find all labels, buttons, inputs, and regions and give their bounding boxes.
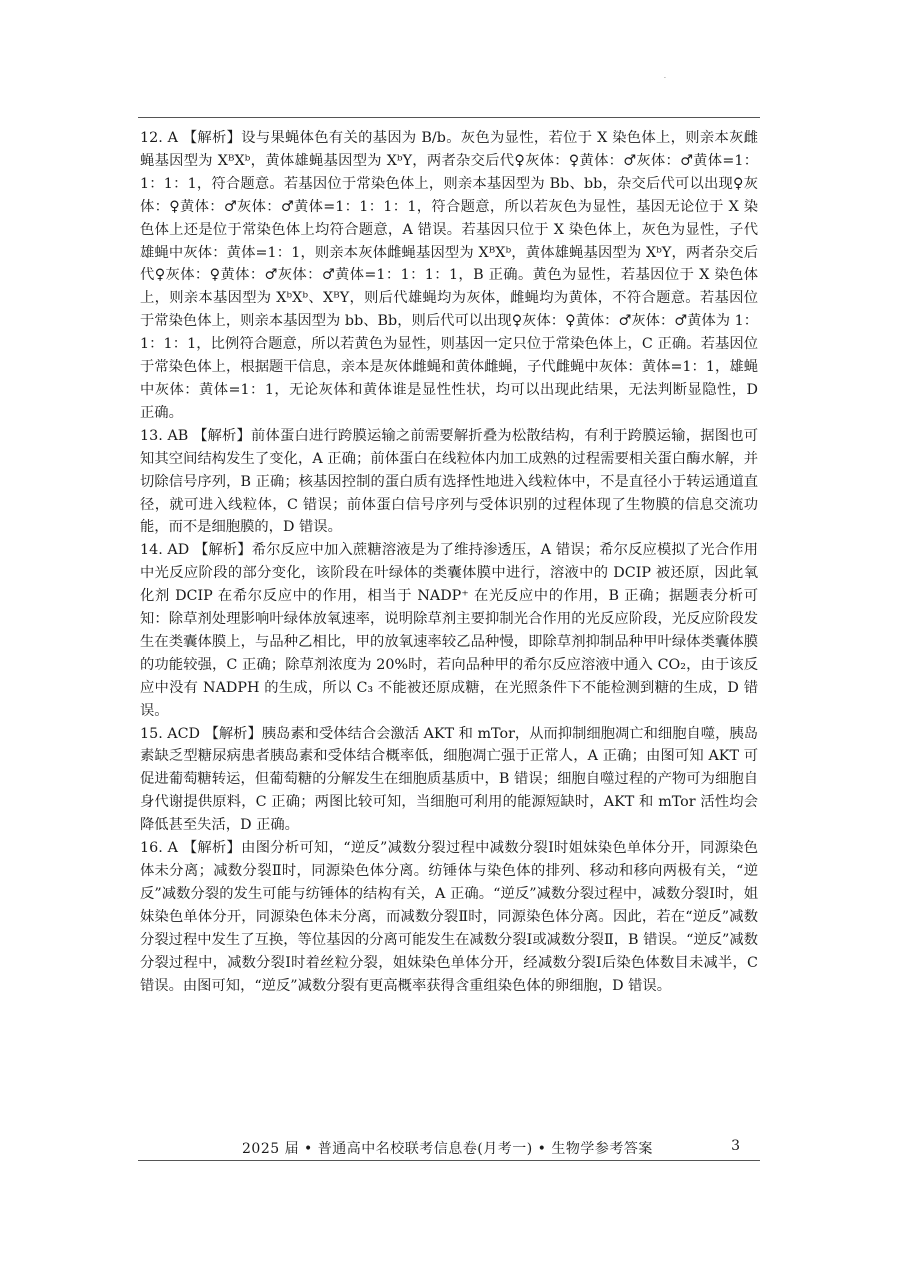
answer-item-16 [140,837,758,997]
question-number: 12. A [140,130,178,146]
answer-explanation: 【解析】胰岛素和受体结合会激活 AKT 和 mTor，从而抑制细胞凋亡和细胞自噬，胰岛素缺乏型糖尿病患者胰岛素和受体结合概率低，细胞凋亡强于正常人，A 正确；由图可知 AKT 可促进葡萄糖转运，但葡萄糖的分解发生在细胞质基质中，B 错误；细胞自噬过程的产物可为细胞自身代谢提供原料，C 正确；两图比较可知，当细胞可利用的能源短缺时，AKT 和 mTor 活性均会降低甚至失活，D 正确。 [140,725,758,834]
answer-item-15 [140,723,758,838]
header-rule [138,117,760,118]
page-number: 3 [731,1138,740,1154]
question-number: 14. AD [140,542,190,559]
answer-content [140,127,758,997]
answer-item-14 [140,539,758,722]
footer-title: 2025 届 • 普通高中名校联考信息卷(月考一) • 生物学参考答案 [242,1141,653,1157]
answer-explanation: 【解析】前体蛋白进行跨膜运输之前需要解折叠为松散结构，有利于跨膜运输，据图也可知其空间结构发生了变化，A 正确；前体蛋白在线粒体内加工成熟的过程需要相关蛋白酶水解，并切除信号序列，B 正确；核基因控制的蛋白质有选择性地进入线粒体中，不是直径小于转运通道直径，就可进入线粒体，C 错误；前体蛋白信号序列与受体识别的过程体现了生物膜的信息交流功能，而不是细胞膜的，D 错误。 [140,427,758,536]
question-number: 13. AB [140,427,189,444]
answer-item-12 [140,127,758,425]
answer-explanation: 【解析】希尔反应中加入蔗糖溶液是为了维持渗透压，A 错误；希尔反应模拟了光合作用中光反应阶段的部分变化，该阶段在叶绿体的类囊体膜中进行，溶液中的 DCIP 被还原，因此氧化剂 DCIP 在希尔反应中的作用，相当于 NADP⁺ 在光反应中的作用，B 正确；据题表分析可知：除草剂处理影响叶绿体放氧速率，说明除草剂主要抑制光合作用的光反应阶段，光反应阶段发生在类囊体膜上，与品种乙相比，甲的放氧速率较乙品种慢，即除草剂抑制品种甲叶绿体类囊体膜的功能较强，C 正确；除草剂浓度为 20%时，若向品种甲的希尔反应溶液中通入 CO₂，由于该反应中没有 NADPH 的生成，所以 C₃ 不能被还原成糖，在光照条件下不能检测到糖的生成，D 错误。 [140,542,758,719]
question-number: 15. ACD [140,725,201,742]
answer-item-13 [140,425,758,540]
question-number: 16. A [140,840,178,857]
scan-speck: . [664,73,666,80]
answer-explanation: 【解析】由图分析可知，“逆反”减数分裂过程中减数分裂Ⅰ时姐妹染色单体分开，同源染色体未分离；减数分裂Ⅱ时，同源染色体分离。纺锤体与染色体的排列、移动和移向两极有关，“逆反”减数分裂的发生可能与纺锤体的结构有关，A 正确。“逆反”减数分裂过程中，减数分裂Ⅰ时，姐妹染色单体分开，同源染色体未分离，而减数分裂Ⅱ时，同源染色体分离。因此，若在“逆反”减数分裂过程中发生了互换，等位基因的分离可能发生在减数分裂Ⅰ或减数分裂Ⅱ，B 错误。“逆反”减数分裂过程中，减数分裂Ⅰ时着丝粒分裂，姐妹染色单体分开，经减数分裂Ⅰ后染色体数目未减半，C 错误。由图可知，“逆反”减数分裂有更高概率获得含重组染色体的卵细胞，D 错误。 [140,840,759,994]
page-footer [138,1136,760,1161]
answer-explanation: 【解析】设与果蝇体色有关的基因为 B/b。灰色为显性，若位于 X 染色体上，则亲本灰雌蝇基因型为 XᴮXᵇ，黄体雄蝇基因型为 XᵇY，两者杂交后代♀灰体：♀黄体：♂灰体：♂黄体=1：1：1：1，符合题意。若基因位于常染色体上，则亲本基因型为 Bb、bb，杂交后代可以出现♀灰体：♀黄体：♂灰体：♂黄体=1：1：1：1，符合题意，所以若灰色为显性，基因无论位于 X 染色体上还是位于常染色体上均符合题意，A 错误。若基因只位于 X 染色体上，灰色为显性，子代雄蝇中灰体：黄体=1：1，则亲本灰体雌蝇基因型为 XᴮXᵇ，黄体雄蝇基因型为 XᵇY，两者杂交后代♀灰体：♀黄体：♂灰体：♂黄体=1：1：1：1，B 正确。黄色为显性，若基因位于 X 染色体上，则亲本基因型为 XᵇXᵇ、XᴮY，则后代雄蝇均为灰体，雌蝇均为黄体，不符合题意。若基因位于常染色体上，则亲本基因型为 bb、Bb，则后代可以出现♀灰体：♀黄体：♂灰体：♂黄体为 1：1：1：1，比例符合题意，所以若黄色为显性，则基因一定只位于常染色体上，C 正确。若基因位于常染色体上，根据题干信息，亲本是灰体雌蝇和黄体雌蝇，子代雌蝇中灰体：黄体=1：1，雄蝇中灰体：黄体=1：1，无论灰体和黄体谁是显性性状，均可以出现此结果，无法判断显隐性，D 正确。 [140,130,758,421]
